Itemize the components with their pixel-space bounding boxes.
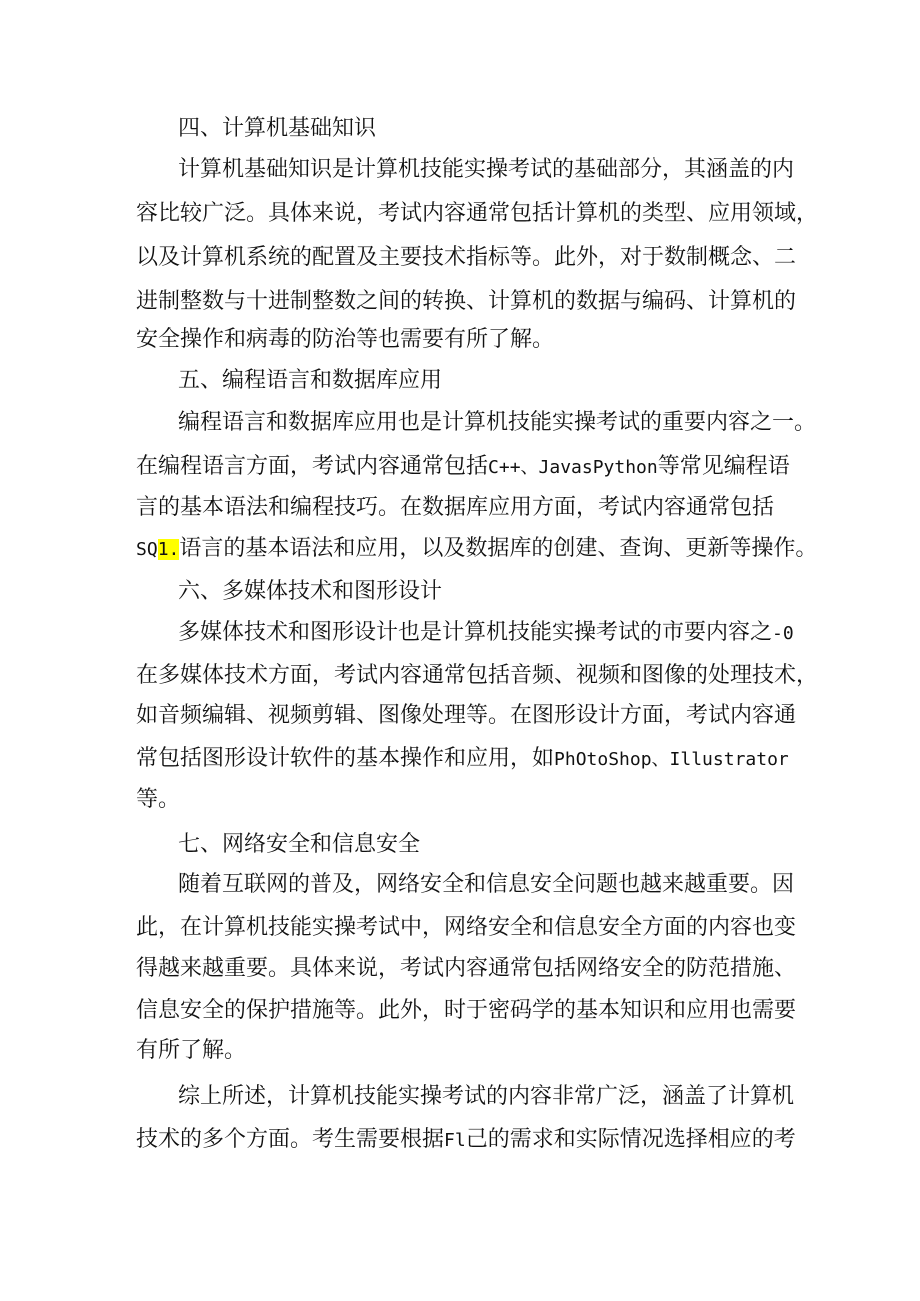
- section-heading: 五、编程语言和数据库应用: [178, 368, 443, 393]
- paragraph-line: 随着互联网的普及，网络安全和信息安全问题也越来越重要。因: [178, 872, 795, 897]
- paragraph-line: 计算机基础知识是计算机技能实操考试的基础部分，其涵盖的内: [178, 157, 795, 182]
- code-term: SQ: [136, 539, 158, 560]
- paragraph-line: 在多媒体技术方面，考试内容通常包括音频、视频和图像的处理技术，: [136, 663, 819, 688]
- paragraph-line: 有所了解。: [136, 1038, 247, 1063]
- code-term: C++、JavasPython: [488, 457, 658, 478]
- paragraph-line: 此，在计算机技能实操考试中，网络安全和信息安全方面的内容也变: [136, 915, 797, 940]
- highlighted-text: 1.: [157, 539, 180, 560]
- paragraph-line: 容比较广泛。具体来说，考试内容通常包括计算机的类型、应用领域，: [136, 201, 819, 226]
- section-heading: 六、多媒体技术和图形设计: [178, 579, 443, 604]
- paragraph-line: 得越来越重要。具体来说，考试内容通常包括网络安全的防范措施、: [136, 956, 797, 981]
- code-term: -0: [772, 623, 794, 644]
- paragraph-line: 等。: [136, 787, 181, 812]
- paragraph-line: 技术的多个方面。考生需要根据Fl己的需求和实际情况选择相应的考: [136, 1127, 796, 1152]
- paragraph-line: 在编程语言方面，考试内容通常包括C++、JavasPython等常见编程语: [136, 454, 790, 479]
- paragraph-line: 言的基本语法和编程技巧。在数据库应用方面，考试内容通常包括: [136, 495, 775, 520]
- code-term: PhOtoShop、Illustrator: [554, 749, 789, 770]
- paragraph-line: 进制整数与十进制整数之间的转换、计算机的数据与编码、计算机的: [136, 289, 797, 314]
- paragraph-line: 编程语言和数据库应用也是计算机技能实操考试的重要内容之一。: [178, 410, 817, 435]
- code-term: Fl: [444, 1130, 466, 1151]
- paragraph-line: 安全操作和病毒的防治等也需要有所了解。: [136, 327, 555, 352]
- paragraph-line: 综上所述，计算机技能实操考试的内容非常广泛，涵盖了计算机: [178, 1084, 795, 1109]
- paragraph-line: 以及计算机系统的配置及主要技术指标等。此外，对于数制概念、二: [136, 245, 797, 270]
- paragraph-line: 信息安全的保护措施等。此外，时于密码学的基本知识和应用也需要: [136, 998, 797, 1023]
- paragraph-line: SQ1.语言的基本语法和应用，以及数据库的创建、查询、更新等操作。: [136, 536, 818, 561]
- paragraph-line: 多媒体技术和图形设计也是计算机技能实操考试的市要内容之-0: [178, 620, 794, 645]
- section-heading: 七、网络安全和信息安全: [178, 832, 421, 857]
- paragraph-line: 如音频编辑、视频剪辑、图像处理等。在图形设计方面，考试内容通: [136, 703, 797, 728]
- section-heading: 四、计算机基础知识: [178, 116, 377, 141]
- paragraph-line: 常包括图形设计软件的基本操作和应用，如PhOtoShop、Illustrator: [136, 746, 789, 771]
